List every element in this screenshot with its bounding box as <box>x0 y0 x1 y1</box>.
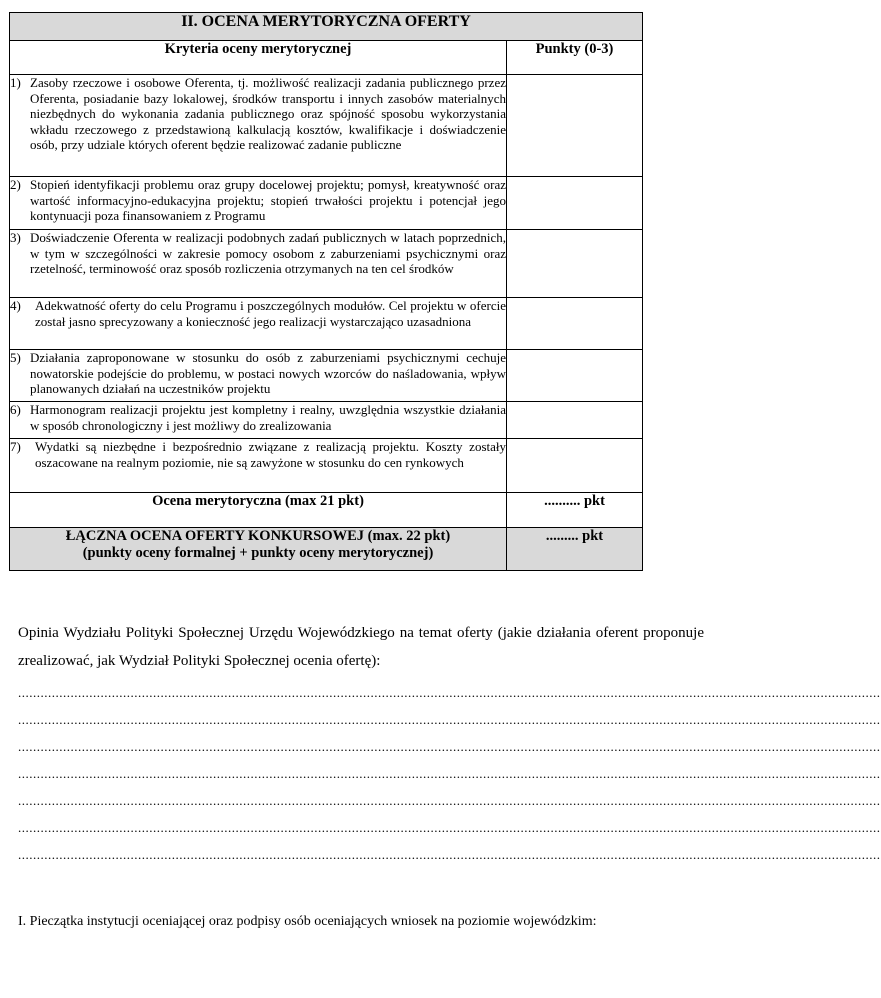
criterion-row-3 <box>10 230 643 298</box>
criterion-row-1 <box>10 75 643 177</box>
criterion-text: Wydatki są niezbędne i bezpośrednio związane z realizacją projektu. Koszty zostały oszacowane na realnym poziomie, nie są zawyżone w stosunku do cen rynkowych <box>35 439 506 470</box>
criterion-row-5 <box>10 350 643 402</box>
criterion-score-cell[interactable] <box>507 230 643 298</box>
substantive-score-value[interactable]: .......... pkt <box>507 493 643 528</box>
section-title: II. OCENA MERYTORYCZNA OFERTY <box>10 13 643 41</box>
criterion-score-cell[interactable] <box>507 177 643 230</box>
criterion-number: 2) <box>10 177 21 192</box>
opinion-answer-line-6[interactable]: ...................................................................................................................................................................................................................................... <box>18 820 881 835</box>
substantive-score-label: Ocena merytoryczna (max 21 pkt) <box>10 493 507 528</box>
total-row <box>10 528 643 571</box>
criterion-score-cell[interactable] <box>507 439 643 493</box>
total-score-title: ŁĄCZNA OCENA OFERTY KONKURSOWEJ (max. 22 pkt) <box>65 528 451 544</box>
points-column-header: Punkty (0-3) <box>507 41 643 75</box>
criterion-number: 1) <box>10 75 21 90</box>
opinion-answer-line-7[interactable]: ...................................................................................................................................................................................................................................... <box>18 847 881 862</box>
criterion-text: Doświadczenie Oferenta w realizacji podobnych zadań publicznych w latach poprzednich, w tym w szczególności w zakresie pomocy osobom z zaburzeniami psychicznymi oraz rzetelność, terminowość oraz sposób rozliczenia otrzymanych na ten cel środków <box>30 230 506 276</box>
criterion-number: 3) <box>10 230 21 245</box>
total-score-value[interactable]: ......... pkt <box>507 528 643 571</box>
criterion-score-cell[interactable] <box>507 298 643 350</box>
opinion-answer-line-4[interactable]: ...................................................................................................................................................................................................................................... <box>18 766 881 781</box>
criterion-number: 5) <box>10 350 21 365</box>
total-score-label <box>10 528 507 571</box>
opinion-answer-line-5[interactable]: ...................................................................................................................................................................................................................................... <box>18 793 881 808</box>
criterion-text: Adekwatność oferty do celu Programu i poszczególnych modułów. Cel projektu w ofercie został jasno sprecyzowany a konieczność jego realizacji wystarczająco uzasadniona <box>35 298 506 329</box>
criterion-row-6 <box>10 402 643 439</box>
opinion-answer-line-3[interactable]: ...................................................................................................................................................................................................................................... <box>18 739 881 754</box>
criterion-number: 6) <box>10 402 21 417</box>
opinion-answer-line-2[interactable]: ...................................................................................................................................................................................................................................... <box>18 712 881 727</box>
criterion-row-4 <box>10 298 643 350</box>
criterion-score-cell[interactable] <box>507 350 643 402</box>
criterion-number: 4) <box>10 298 21 313</box>
total-score-subtitle: (punkty oceny formalnej + punkty oceny merytorycznej) <box>82 545 434 561</box>
criterion-score-cell[interactable] <box>507 402 643 439</box>
criterion-row-7 <box>10 439 643 493</box>
criterion-row-2 <box>10 177 643 230</box>
substantive-evaluation-table <box>9 12 643 571</box>
criterion-text: Harmonogram realizacji projektu jest kompletny i realny, uwzględnia wszystkie działania w sposób chronologiczny i jest możliwy do zrealizowania <box>30 402 506 433</box>
opinion-prompt: Opinia Wydziału Polityki Społecznej Urzędu Wojewódzkiego na temat oferty (jakie działania oferent proponuje zrealizować, jak Wydział Polityki Społecznej ocenia ofertę): <box>18 625 704 669</box>
criterion-score-cell[interactable] <box>507 75 643 177</box>
opinion-answer-line-1[interactable]: ...................................................................................................................................................................................................................................... <box>18 685 881 700</box>
summary-row <box>10 493 643 528</box>
criterion-text: Stopień identyfikacji problemu oraz grupy docelowej projektu; pomysł, kreatywność oraz wartość informacyjno-edukacyjna projektu; stopień trwałości projektu i potencjał jego kontynuacji poza finansowaniem z Programu <box>30 177 506 223</box>
criterion-number: 7) <box>10 439 21 454</box>
criteria-column-header: Kryteria oceny merytorycznej <box>10 41 507 75</box>
criterion-text: Zasoby rzeczowe i osobowe Oferenta, tj. możliwość realizacji zadania publicznego przez Oferenta, posiadanie bazy lokalowej, środków transportu i innych zasobów materialnych niezbędnych do wykonania zadania publicznego oraz spójność sposobu wykorzystania wkładu rzeczowego z przedstawioną kalkulacją kosztów, kwalifikacje i doświadczenie osób, przy udziale których oferent będzie realizować zadanie publiczne <box>30 75 506 152</box>
stamp-and-signatures-note: I. Pieczątka instytucji oceniającej oraz podpisy osób oceniających wniosek na poziomie wojewódzkim: <box>18 914 597 929</box>
criterion-text: Działania zaproponowane w stosunku do osób z zaburzeniami psychicznymi cechuje nowatorskie podejście do problemu, w postaci nowych wzorców do naśladowania, wpływ planowanych działań na uczestników projektu <box>30 350 506 396</box>
